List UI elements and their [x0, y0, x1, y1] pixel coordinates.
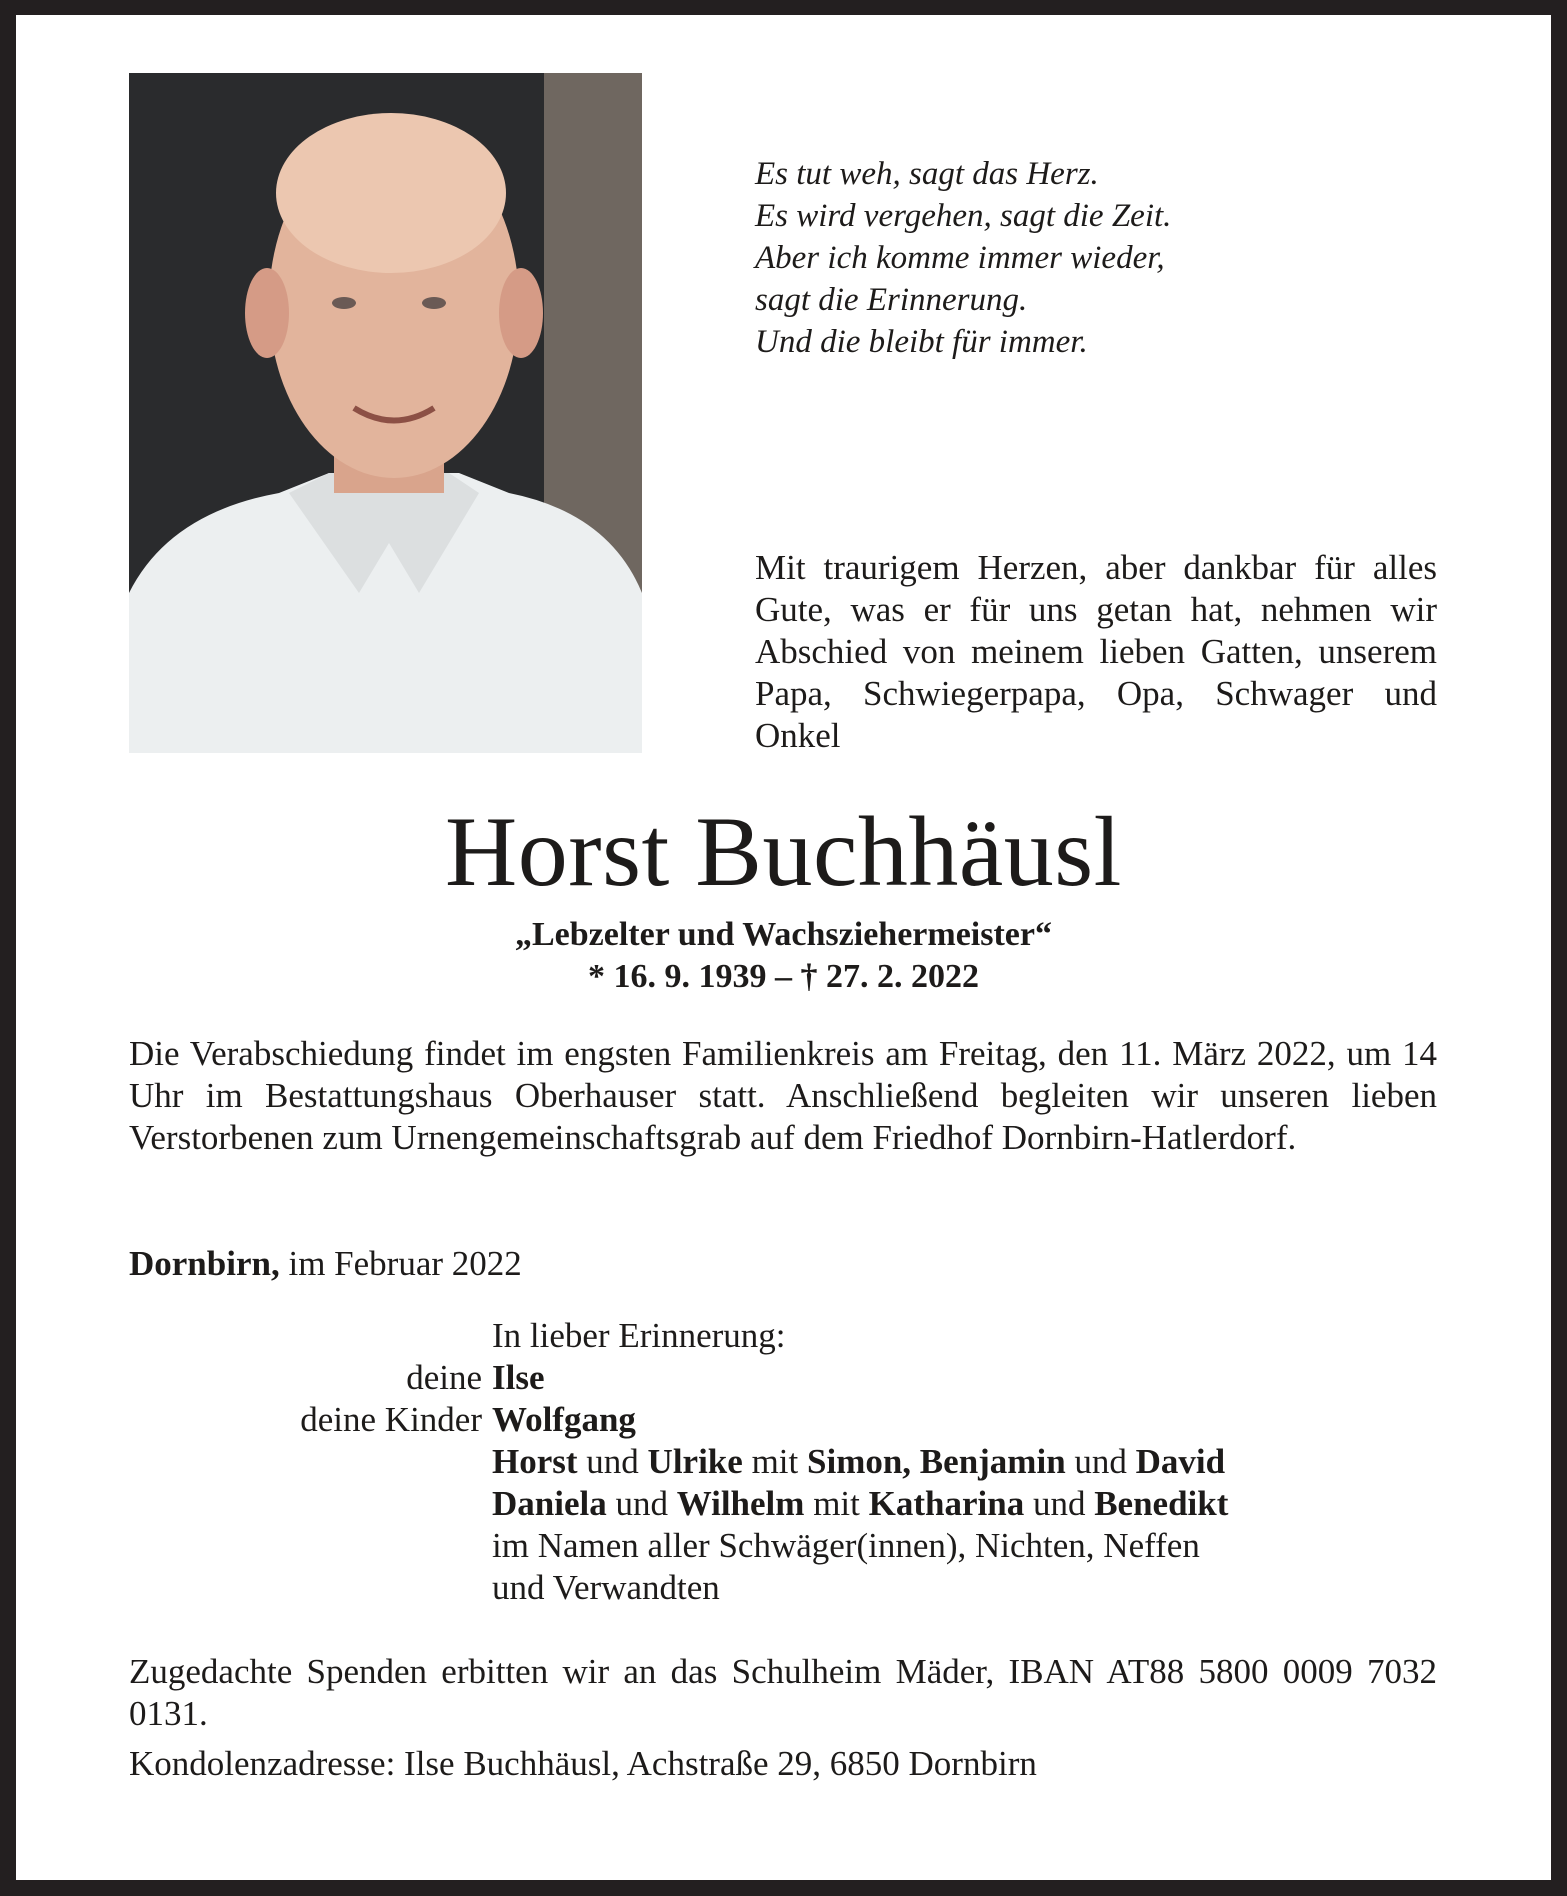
obituary-page: [16, 15, 1551, 1880]
connector: und: [1024, 1484, 1095, 1523]
family-line: [492, 1441, 1225, 1483]
deceased-name: Horst Buchhäusl: [445, 796, 1122, 907]
occupation: „Lebzelter und Wachsziehermeister“: [515, 916, 1052, 953]
connector: und: [577, 1442, 648, 1481]
ceremony-text: Die Verabschiedung findet im engsten Familienkreis am Freitag, den 11. März 2022, um 14 Uhr im Bestattungshaus Oberhauser statt. Anschließend begleiten wir unseren lieben Verstorbenen zum Urnengemeinschaftsgrab auf dem Friedhof Dornbirn-Hatlerdorf.: [129, 1034, 1437, 1157]
mourner-name: Wilhelm: [676, 1484, 805, 1523]
date: im Februar 2022: [279, 1244, 522, 1283]
label-wife: deine: [406, 1358, 482, 1397]
mourner-name: Daniela: [492, 1484, 607, 1523]
connector: und: [606, 1484, 677, 1523]
wife-name: Ilse: [492, 1358, 545, 1397]
place-date: [129, 1243, 1437, 1285]
mourner-name: Horst: [492, 1442, 578, 1481]
label-children: deine Kinder: [300, 1400, 482, 1439]
portrait-photo: [129, 73, 642, 753]
poem-line: Aber ich komme immer wieder,: [755, 240, 1165, 276]
connector: und: [1065, 1442, 1136, 1481]
child-name: Wolfgang: [492, 1400, 636, 1439]
place: Dornbirn,: [129, 1244, 280, 1283]
mourner-name: David: [1135, 1442, 1226, 1481]
family-line: im Namen aller Schwäger(innen), Nichten, Neffen: [492, 1526, 1200, 1565]
memory-heading: In lieber Erinnerung:: [492, 1316, 786, 1355]
mourner-name: Benedikt: [1094, 1484, 1229, 1523]
intro-text: Mit traurigem Herzen, aber dankbar für alles Gute, was er für uns getan hat, nehmen wir Abschied von meinem lieben Gatten, unserem Papa, Schwiegerpapa, Opa, Schwager und Onkel: [755, 548, 1437, 755]
condolence-address: Kondolenzadresse: Ilse Buchhäusl, Achstraße 29, 6850 Dornbirn: [129, 1744, 1037, 1783]
mourner-name: Katharina: [868, 1484, 1025, 1523]
family-line: [492, 1483, 1228, 1525]
life-dates: * 16. 9. 1939 – † 27. 2. 2022: [588, 958, 979, 995]
poem-line: Es wird vergehen, sagt die Zeit.: [755, 198, 1172, 234]
poem-line: Es tut weh, sagt das Herz.: [755, 156, 1099, 192]
poem: [755, 153, 1171, 363]
mourner-name: Ulrike: [647, 1442, 743, 1481]
poem-line: Und die bleibt für immer.: [755, 324, 1088, 360]
donation-text: Zugedachte Spenden erbitten wir an das Schulheim Mäder, IBAN AT88 5800 0009 7032 0131.: [129, 1652, 1437, 1733]
mourner-name: Simon, Benjamin: [807, 1442, 1066, 1481]
family-line: und Verwandten: [492, 1568, 720, 1607]
connector: mit: [804, 1484, 869, 1523]
poem-line: sagt die Erinnerung.: [755, 282, 1028, 318]
connector: mit: [742, 1442, 807, 1481]
